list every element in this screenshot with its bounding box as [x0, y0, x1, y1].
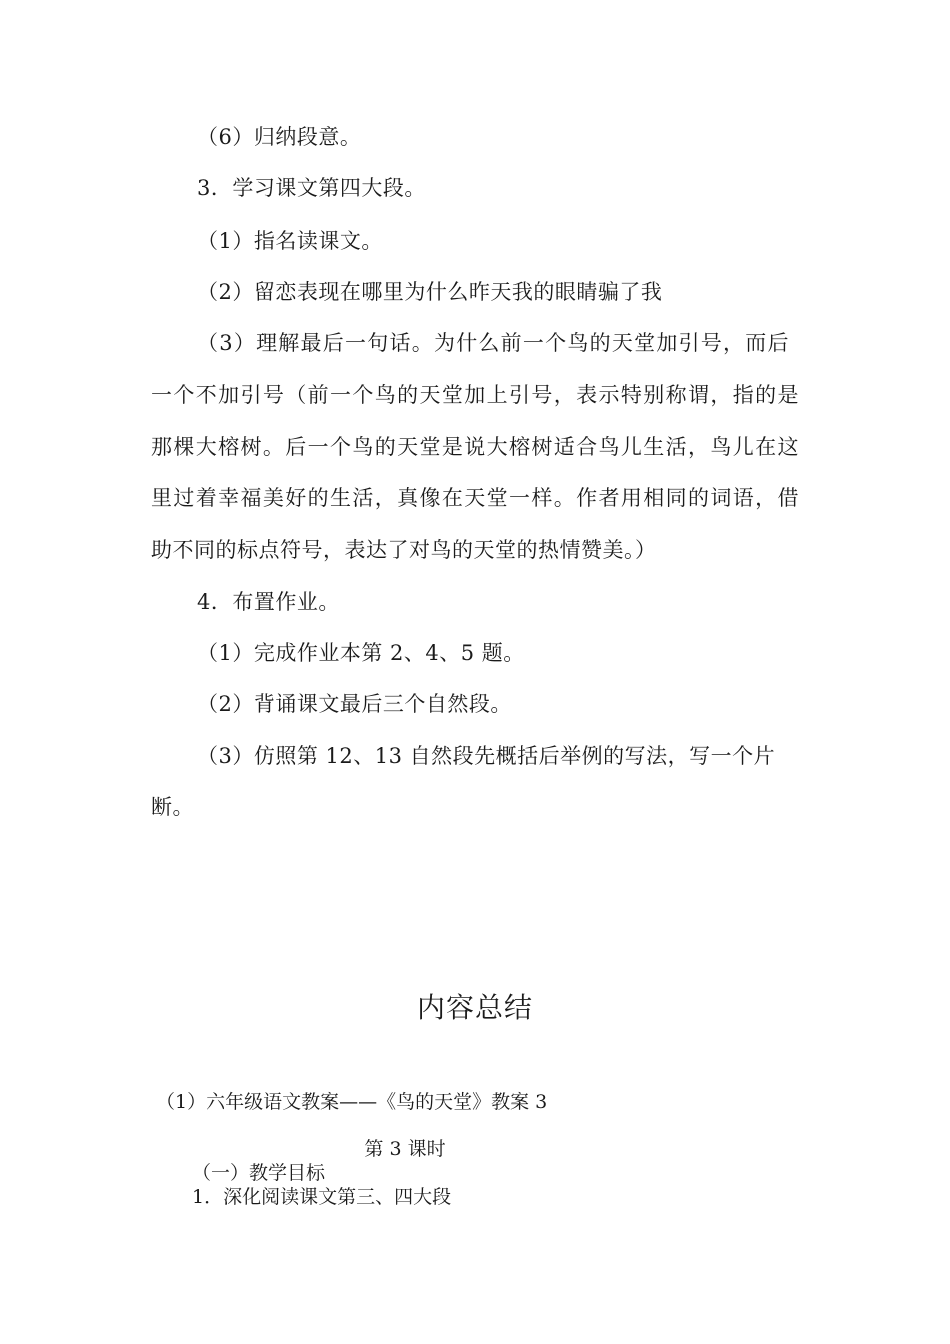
lesson-label: 第 3 课时 — [364, 1138, 446, 1160]
paragraph-last-sentence-line5: 助不同的标点符号，表达了对鸟的天堂的热情赞美。） — [151, 538, 657, 562]
homework-item-3-line1: （3）仿照第 12、13 自然段先概括后举例的写法，写一个片 — [197, 744, 776, 768]
summary-item-1: （1）六年级语文教案——《鸟的天堂》教案 3 — [156, 1091, 548, 1113]
homework-item-1: （1）完成作业本第 2、4、5 题。 — [197, 641, 525, 665]
paragraph-summarize: （6）归纳段意。 — [197, 125, 362, 149]
paragraph-last-sentence-line3: 那棵大榕树。后一个鸟的天堂是说大榕树适合鸟儿生活，鸟儿在这 — [151, 435, 799, 459]
paragraph-question-linger: （2）留恋表现在哪里为什么昨天我的眼睛骗了我 — [197, 280, 663, 304]
summary-title: 内容总结 — [416, 991, 533, 1024]
homework-item-2: （2）背诵课文最后三个自然段。 — [197, 692, 512, 716]
paragraph-last-sentence-line4: 里过着幸福美好的生活，真像在天堂一样。作者用相同的词语，借 — [151, 486, 799, 510]
goal-item-1: 1．深化阅读课文第三、四大段 — [192, 1186, 452, 1208]
paragraph-last-sentence-line1: （3）理解最后一句话。为什么前一个鸟的天堂加引号，而后 — [197, 331, 789, 355]
section-heading-study-part4: 3．学习课文第四大段。 — [197, 176, 426, 200]
goal-heading: （一）教学目标 — [192, 1162, 326, 1184]
section-heading-homework: 4．布置作业。 — [197, 590, 340, 614]
homework-item-3-line2: 断。 — [151, 795, 194, 819]
paragraph-read-aloud: （1）指名读课文。 — [197, 229, 383, 253]
paragraph-last-sentence-line2: 一个不加引号（前一个鸟的天堂加上引号，表示特别称谓，指的是 — [151, 383, 799, 407]
